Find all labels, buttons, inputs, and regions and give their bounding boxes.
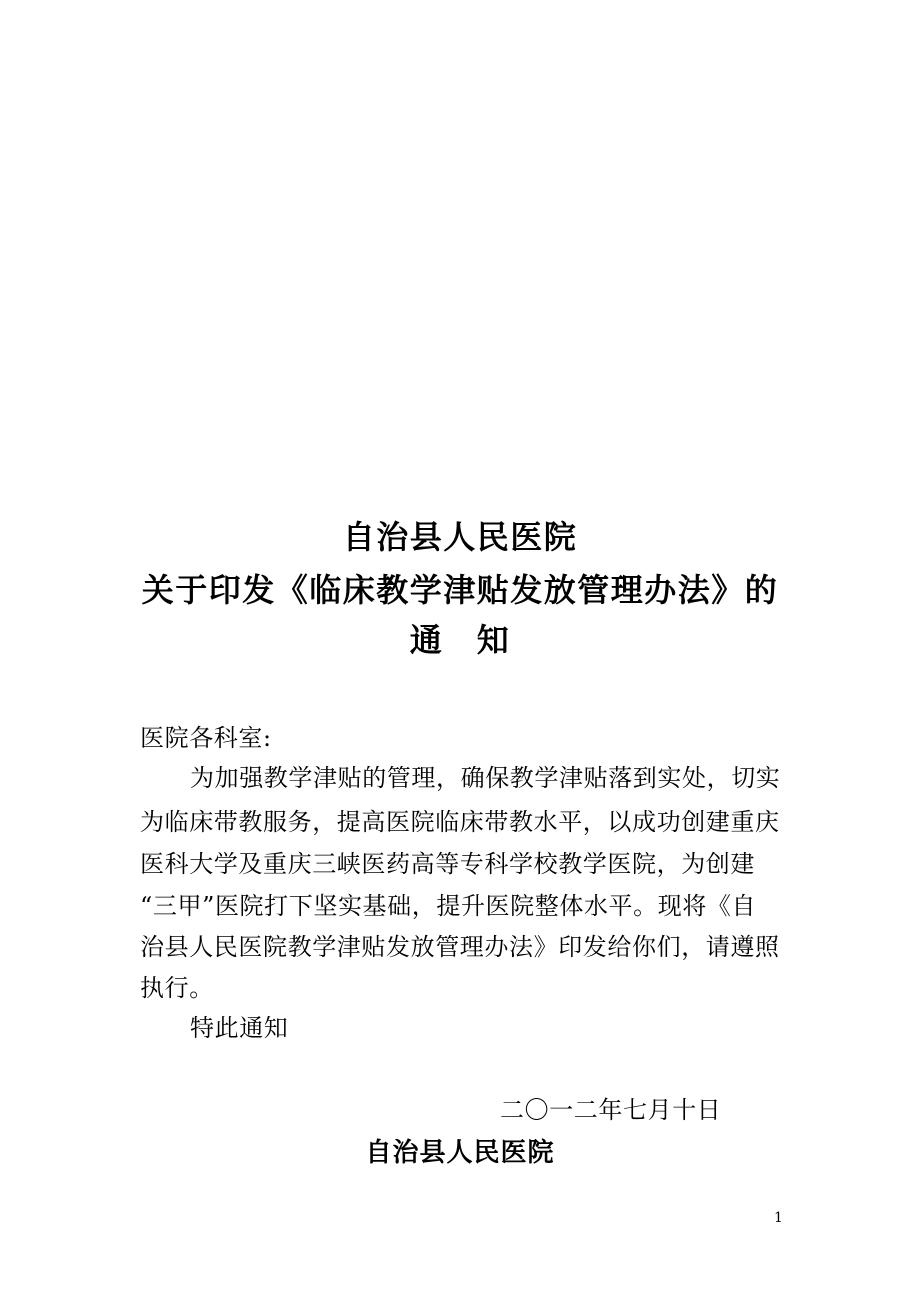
document-title-issuer: 自治县人民医院 xyxy=(342,518,578,556)
body-line-4: “三甲”医院打下坚实基础，提升医院整体水平。现将《自 xyxy=(140,892,757,920)
issuer-signature: 自治县人民医院 xyxy=(365,1138,555,1168)
body-line-2: 为临床带教服务，提高医院临床带教水平，以成功创建重庆 xyxy=(140,808,780,836)
issue-date: 二〇一二年七月十日 xyxy=(500,1096,722,1124)
closing-phrase: 特此通知 xyxy=(190,1014,289,1042)
body-line-5: 治县人民医院教学津贴发放管理办法》印发给你们，请遵照 xyxy=(140,933,780,961)
body-line-1: 为加强教学津贴的管理，确保教学津贴落到实处，切实 xyxy=(190,764,781,792)
body-line-3: 医科大学及重庆三峡医药高等专科学校教学医院，为创建 xyxy=(140,850,755,878)
document-title-type: 通 知 xyxy=(409,621,511,659)
body-line-6: 执行。 xyxy=(140,974,214,1002)
page-number: 1 xyxy=(774,1210,783,1226)
salutation: 医院各科室: xyxy=(140,724,272,752)
document-title-subject: 关于印发《临床教学津贴发放管理办法》的 xyxy=(141,571,779,609)
